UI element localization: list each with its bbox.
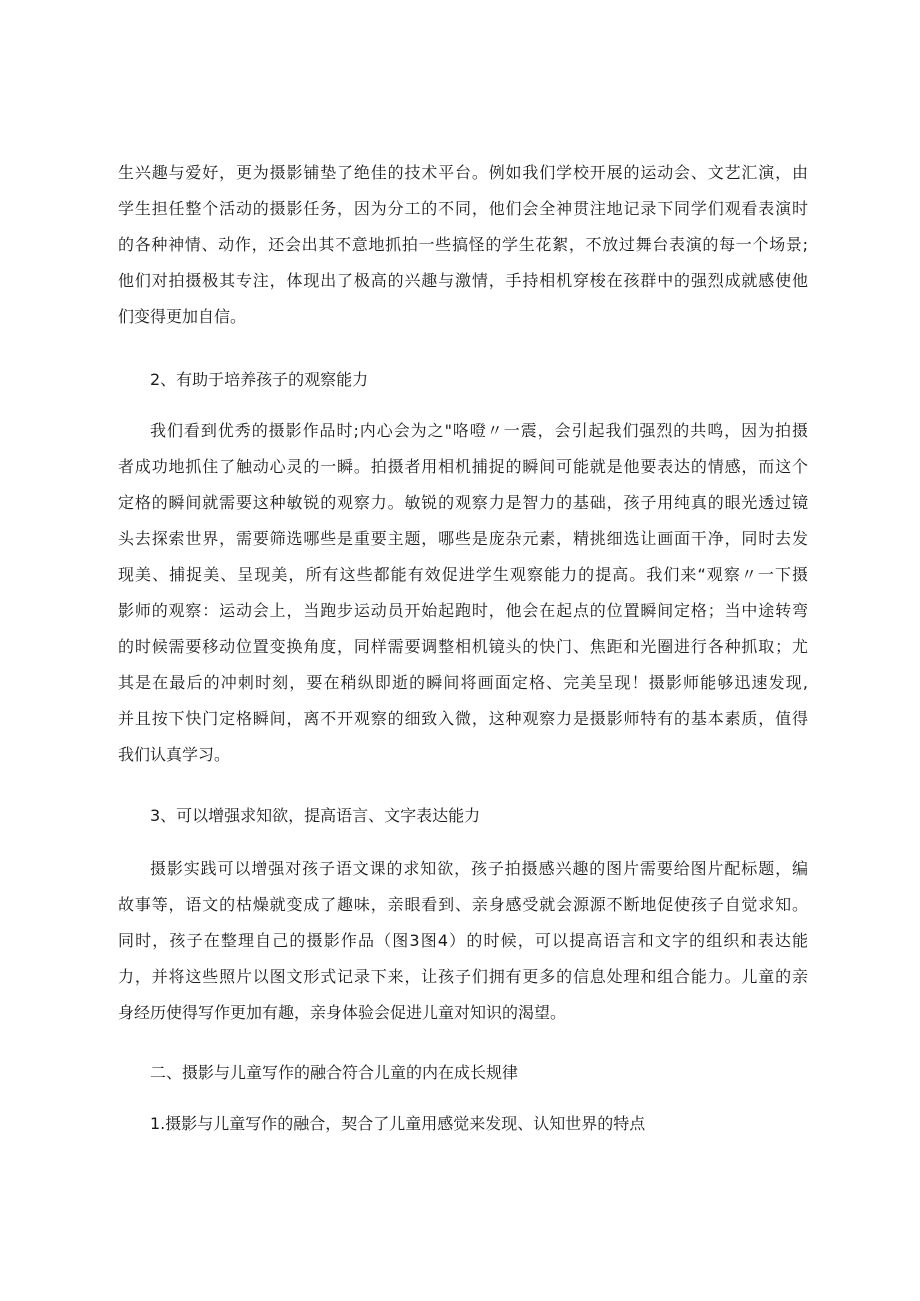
text-line: 摄影实践可以增强对孩子语文课的求知欲，孩子拍摄感兴趣的图片需要给图片配标题，编: [150, 859, 808, 878]
paragraph-interest: [118, 155, 808, 335]
text-line: 的时候需要移动位置变换角度，同样需要调整相机镜头的快门、焦距和光圈进行各种抓取；尤: [118, 637, 808, 656]
heading-observation-ability: 2、有助于培养孩子的观察能力: [150, 370, 369, 389]
text-line: 其是在最后的冲刺时刻，要在稍纵即逝的瞬间将画面定格、完美呈现！摄影师能够迅速发现,: [118, 673, 808, 692]
text-line: 我们认真学习。: [118, 745, 231, 764]
text-line: 他们对拍摄极其专注，体现出了极高的兴趣与激情，手持相机穿梭在孩群中的强烈成就感使他: [118, 271, 808, 290]
text-line: 定格的瞬间就需要这种敏锐的观察力。敏锐的观察力是智力的基础，孩子用纯真的眼光透过镜: [118, 493, 808, 512]
text-line: 现美、捕捉美、呈现美，所有这些都能有效促进学生观察能力的提高。我们来“观察〃一下摄: [118, 565, 808, 584]
paragraph-observation: [118, 413, 808, 773]
text-line: 我们看到优秀的摄影作品时;内心会为之"咯噔〃一震，会引起我们强烈的共鸣，因为拍摄: [150, 421, 808, 440]
text-line: 同时，孩子在整理自己的摄影作品（图3图4）的时候，可以提高语言和文字的组织和表达能: [118, 931, 808, 950]
text-line: 的各种神情、动作，还会出其不意地抓拍一些搞怪的学生花絮，不放过舞台表演的每一个场景;: [118, 235, 808, 254]
text-line: 并且按下快门定格瞬间，离不开观察的细致入微，这种观察力是摄影师特有的基本素质，值得: [118, 709, 808, 728]
text-line: 者成功地抓住了触动心灵的一瞬。拍摄者用相机捕捉的瞬间可能就是他要表达的情感，而这个: [118, 457, 808, 476]
text-line: 们变得更加自信。: [118, 307, 247, 326]
text-line: 头去探索世界，需要筛选哪些是重要主题，哪些是庞杂元素，精挑细选让画面干净，同时去发: [118, 529, 808, 548]
heading-section-two: 二、摄影与儿童写作的融合符合儿童的内在成长规律: [150, 1063, 519, 1082]
heading-language-ability: 3、可以增强求知欲，提高语言、文字表达能力: [150, 806, 481, 825]
text-line: 身经历使得写作更加有趣，亲身体验会促进儿童对知识的渴望。: [118, 1003, 567, 1022]
text-line: 学生担任整个活动的摄影任务，因为分工的不同，他们会全神贯注地记录下同学们观看表演时: [118, 199, 808, 218]
paragraph-language: [118, 851, 808, 1031]
text-line: 力，并将这些照片以图文形式记录下来，让孩子们拥有更多的信息处理和组合能力。儿童的亲: [118, 967, 808, 986]
heading-subsection-one: 1.摄影与儿童写作的融合，契合了儿童用感觉来发现、认知世界的特点: [150, 1114, 646, 1133]
text-line: 故事等，语文的枯燥就变成了趣味，亲眼看到、亲身感受就会源源不断地促使孩子自觉求知。: [118, 895, 808, 914]
text-line: 影师的观察：运动会上，当跑步运动员开始起跑时，他会在起点的位置瞬间定格；当中途转弯: [118, 601, 808, 620]
text-line: 生兴趣与爱好，更为摄影铺垫了绝佳的技术平台。例如我们学校开展的运动会、文艺汇演，由: [118, 163, 808, 182]
